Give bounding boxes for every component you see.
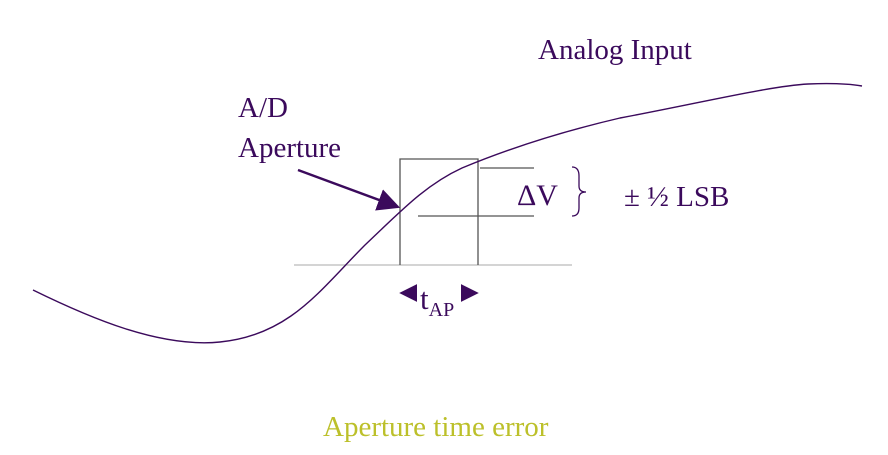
diagram-caption: Aperture time error xyxy=(323,411,549,443)
aperture-pointer-arrow xyxy=(298,170,398,207)
aperture-time-symbol: t xyxy=(420,281,429,316)
half-lsb-label: ± ½ LSB xyxy=(624,181,730,213)
curly-brace xyxy=(572,167,586,216)
ad-label: A/D xyxy=(238,92,288,124)
aperture-time-subscript: AP xyxy=(428,299,455,321)
delta-v-label: ΔV xyxy=(517,179,558,212)
aperture-window xyxy=(400,159,478,265)
analog-input-label: Analog Input xyxy=(538,34,692,66)
aperture-time-label xyxy=(420,283,454,320)
aperture-label: Aperture xyxy=(238,132,342,164)
